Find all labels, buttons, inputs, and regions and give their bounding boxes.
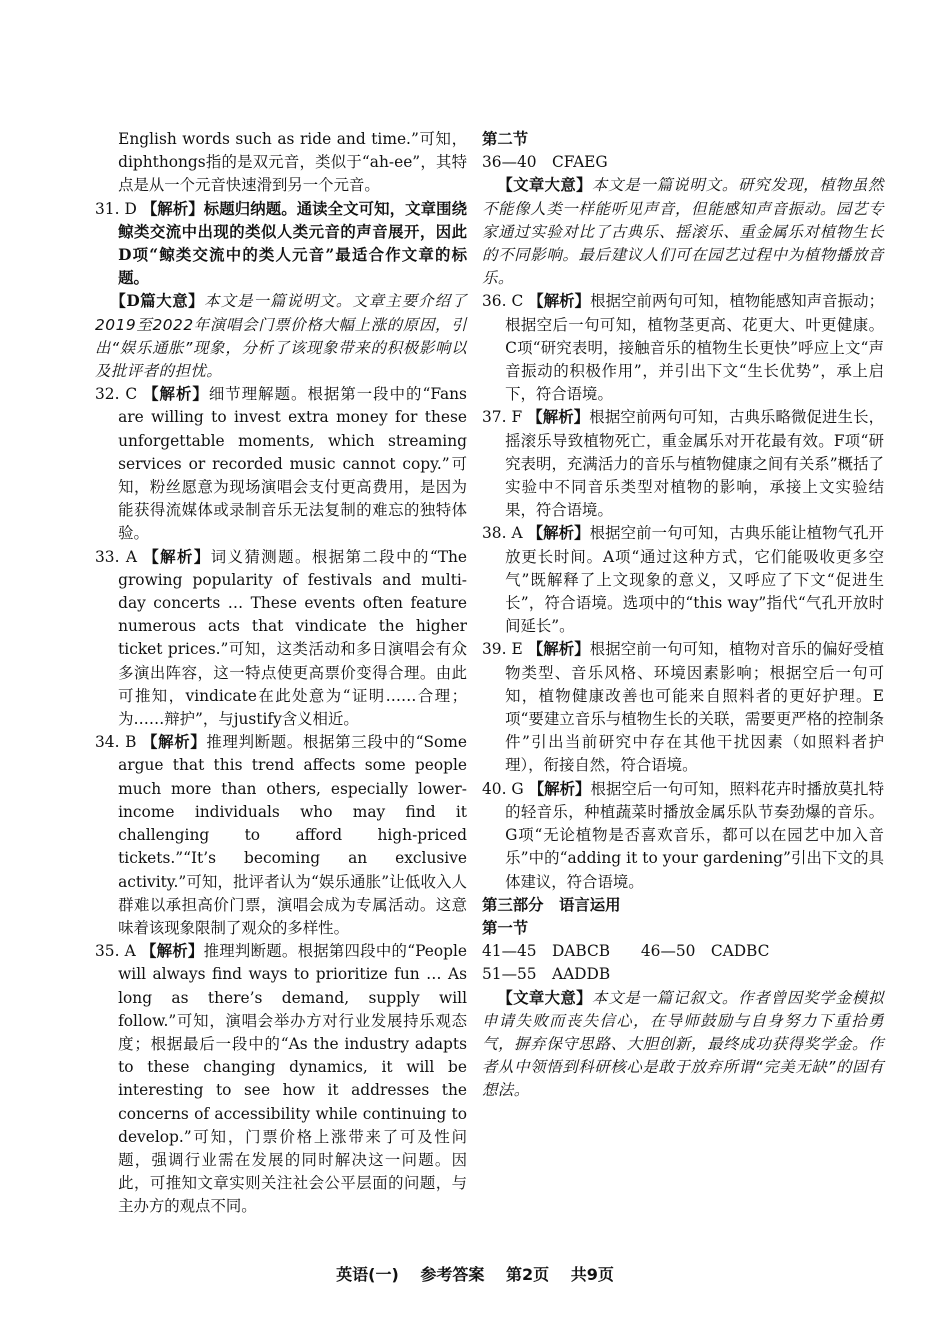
answer-40-number: 40. G — [482, 779, 524, 798]
answer-40-tag: 【解析】 — [528, 779, 591, 798]
left-column — [95, 128, 467, 1219]
section-2-heading: 第二节 — [482, 130, 529, 148]
answer-36-tag: 【解析】 — [528, 292, 591, 311]
section-2-summary — [482, 174, 884, 290]
answers-36-40: 36—40 CFAEG — [482, 153, 608, 172]
footer-label: 参考答案 — [420, 1265, 485, 1284]
answer-39 — [482, 638, 884, 777]
answer-40-text: 根据空后一句可知，照料花卉时播放莫扎特的轻音乐，种植蔬菜时播放金属乐队节奏劲爆的音乐。G项“无论植物是否喜欢音乐，都可以在园艺中加入音乐”中的“adding it to your gardening”引出下文的具体建议，符合语境。 — [505, 779, 884, 891]
answer-34-text: 推理判断题。根据第三段中的“Some argue that this trend affects some people much more than others, especially lower-income individuals who may find it challenging to afford high-priced tickets.”“It’s becoming an exclusive activity.”可知，批评者认为“娱乐通胀”让低收入人群难以承担高价门票，演唱会成为专属活动。这意味着该现象限制了观众的多样性。 — [118, 733, 467, 937]
page-footer — [0, 1262, 950, 1285]
answer-31-tag: 【解析】 — [141, 199, 204, 218]
answer-40 — [482, 778, 884, 894]
passage-d-text: 本文是一篇说明文。文章主要介绍了2019至2022年演唱会门票价格大幅上涨的原因，引出“娱乐通胀”现象，分析了该现象带来的积极影响以及批评者的担忧。 — [95, 292, 467, 381]
answer-34 — [95, 731, 467, 940]
answer-37-text: 根据空前两句可知，古典乐略微促进生长，摇滚乐导致植物死亡，重金属乐对开花最有效。F项“研究表明，充满活力的音乐与植物健康之间有关系”概括了实验中不同音乐类型对植物的影响，承接上文实验结果，符合语境。 — [505, 408, 884, 520]
passage-d-tag: 【D篇大意】 — [110, 292, 205, 311]
answer-35-tag: 【解析】 — [140, 942, 204, 961]
section-1-heading: 第一节 — [482, 918, 529, 937]
answer-32-tag: 【解析】 — [143, 385, 209, 404]
answer-36-text: 根据空前两句可知，植物能感知声音振动；根据空后一句可知，植物茎更高、花更大、叶更健康。C项“研究表明，接触音乐的植物生长更快”呼应上文“声音振动的积极作用”，并引出下文“生长优势”，承上启下，符合语境。 — [505, 292, 884, 404]
section-2-summary-text: 本文是一篇说明文。研究发现，植物虽然不能像人类一样能听见声音，但能感知声音振动。园艺专家通过实验对比了古典乐、摇滚乐、重金属乐对植物生长的不同影响。最后建议人们可在园艺过程中为植物播放音乐。 — [482, 176, 884, 288]
answer-37-tag: 【解析】 — [527, 408, 590, 427]
part-3-summary-text: 本文是一篇记叙文。作者曾因奖学金模拟申请失败而丧失信心，在导师鼓励与自身努力下重拾勇气，摒弃保守思路、大胆创新，最终成功获得奖学金。作者从中领悟到科研核心是敢于放弃所谓“完美无缺”的固有想法。 — [482, 988, 884, 1100]
part-3-summary — [482, 987, 884, 1103]
answer-38 — [482, 522, 884, 638]
answer-32-text: 细节理解题。根据第一段中的“Fans are willing to invest extra money for these unforgettable moments, which streaming services or recorded music cannot copy.”可知，粉丝愿意为现场演唱会支付更高费用，是因为能获得流媒体或录制音乐无法复制的难忘的独特体验。 — [118, 385, 467, 543]
answer-35-text: 推理判断题。根据第四段中的“People will always find ways to prioritize fun … As long as there’s demand, supply will follow.”可知，演唱会举办方对行业发展持乐观态度；根据最后一段中的“As the industry adapts to these changing dynamics, it will be interesting to see how it addresses the concerns of accessibility while continuing to develop.”可知，门票价格上涨带来了可及性问题，强调行业需在发展的同时解决这一问题。因此，可推知文章实则关注社会公平层面的问题，与主办方的观点不同。 — [118, 942, 467, 1216]
footer-subject: 英语(一) — [336, 1265, 399, 1284]
footer-total: 共9页 — [570, 1265, 614, 1284]
answers-41-50: 41—45 DABCB 46—50 CADBC — [482, 942, 770, 961]
answer-34-number: 34. B — [95, 733, 137, 752]
answer-36 — [482, 290, 884, 406]
answer-32-number: 32. C — [95, 385, 138, 404]
answer-39-text: 根据空前一句可知，植物对音乐的偏好受植物类型、音乐风格、环境因素影响；根据空后一句可知，植物健康改善也可能来自照料者的更好护理。E项“要建立音乐与植物生长的关联，需要更严格的控制条件”引出当前研究中存在其他干扰因素（如照料者护理），衔接自然，符合语境。 — [505, 640, 884, 775]
section-2-summary-tag: 【文章大意】 — [497, 176, 592, 195]
answer-37 — [482, 406, 884, 522]
answer-36-number: 36. C — [482, 292, 524, 311]
right-column — [482, 128, 884, 1103]
answer-33-tag: 【解析】 — [143, 547, 211, 566]
answer-33 — [95, 546, 467, 732]
q30-continuation: English words such as ride and time.”可知，diphthongs指的是双元音，类似于“ah-ee”，其特点是从一个元音快速滑到另一个元音。 — [118, 130, 467, 195]
answer-38-text: 根据空前一句可知，古典乐能让植物气孔开放更长时间。A项“通过这种方式，它们能吸收更多空气”既解释了上文现象的意义，又呼应了下文“促进生长”，符合语境。选项中的“this way”指代“气孔开放时间延长”。 — [505, 524, 884, 636]
answer-33-text: 词义猜测题。根据第二段中的“The growing popularity of festivals and multi-day concerts … These events often feature numerous acts that vindicate the higher ticket prices.”可知，这类活动和多日演唱会有众多演出阵容，这一特点使更高票价变得合理。由此可推知，vindicate在此处意为“证明……合理；为……辩护”，与justify含义相近。 — [118, 547, 467, 729]
passage-d-summary — [95, 290, 467, 383]
footer-page: 第2页 — [505, 1265, 550, 1284]
part-3-summary-tag: 【文章大意】 — [497, 988, 592, 1007]
answer-38-number: 38. A — [482, 524, 523, 543]
answer-33-number: 33. A — [95, 547, 137, 566]
answer-35-number: 35. A — [95, 942, 136, 961]
answer-38-tag: 【解析】 — [527, 524, 590, 543]
answer-31-number: 31. D — [95, 199, 137, 218]
answer-35 — [95, 940, 467, 1218]
answer-31 — [95, 198, 467, 291]
answer-31-text: 标题归纳题。通读全文可知，文章围绕鲸类交流中出现的类似人类元音的声音展开，因此D项“鲸类交流中的类人元音”最适合作文章的标题。 — [118, 199, 467, 288]
answer-37-number: 37. F — [482, 408, 523, 427]
part-3-heading: 第三部分 语言运用 — [482, 895, 621, 914]
answer-39-tag: 【解析】 — [527, 640, 590, 659]
answers-51-55: 51—55 AADDB — [482, 965, 611, 984]
answer-34-tag: 【解析】 — [142, 733, 207, 752]
answer-39-number: 39. E — [482, 640, 523, 659]
answer-32 — [95, 383, 467, 545]
